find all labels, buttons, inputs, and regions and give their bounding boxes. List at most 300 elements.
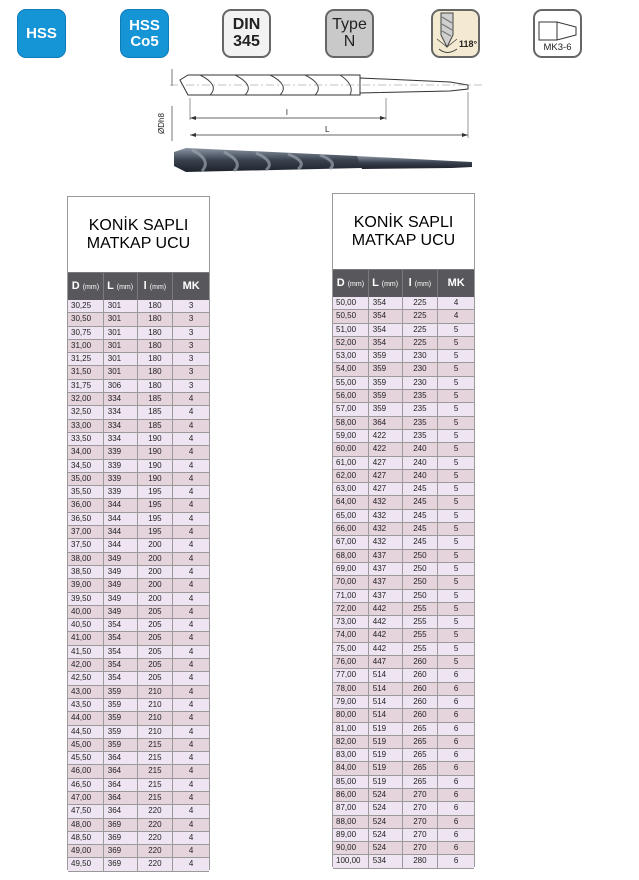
cell-flute-length: 180: [138, 353, 174, 365]
cell-diameter: 83,00: [333, 749, 369, 761]
table-row: [333, 762, 474, 775]
cell-flute-length: 190: [138, 473, 174, 485]
table-body: [68, 300, 209, 872]
cell-mk: 5: [453, 351, 459, 361]
cell-diameter: 34,00: [68, 446, 104, 458]
cell-mk: 5: [453, 470, 459, 480]
cell-diameter: 46,50: [68, 779, 104, 791]
cell-diameter: 82,00: [333, 736, 369, 748]
table-row: [68, 686, 209, 699]
cell-mk: 4: [188, 753, 194, 763]
total-length-label: L: [325, 125, 330, 134]
table-body: [333, 297, 474, 869]
cell-length: 524: [369, 789, 403, 801]
table-row: [333, 603, 474, 616]
cell-length: 359: [104, 712, 138, 724]
table-title-line-2: MATKAP UCU: [351, 231, 456, 249]
cell-diameter: 59,00: [333, 430, 369, 442]
cell-mk: 5: [453, 524, 459, 534]
table-row: [68, 473, 209, 486]
cell-diameter: 42,00: [68, 659, 104, 671]
cell-length: 354: [369, 297, 403, 309]
cell-diameter: 41,50: [68, 646, 104, 658]
cell-flute-length: 230: [403, 363, 439, 375]
cell-mk: 6: [453, 843, 459, 853]
table-row: [68, 858, 209, 871]
cell-flute-length: 270: [403, 789, 439, 801]
cell-diameter: 46,00: [68, 765, 104, 777]
table-row: [333, 377, 474, 390]
col-flute-length: [403, 270, 439, 297]
cell-diameter: 72,00: [333, 603, 369, 615]
cell-diameter: 39,00: [68, 579, 104, 591]
cell-length: 349: [104, 553, 138, 565]
cell-mk: 3: [188, 354, 194, 364]
cell-mk: 5: [453, 484, 459, 494]
cell-diameter: 53,00: [333, 350, 369, 362]
cell-flute-length: 205: [138, 632, 174, 644]
table-row: [333, 776, 474, 789]
cell-diameter: 38,00: [68, 553, 104, 565]
cell-diameter: 68,00: [333, 550, 369, 562]
table-row: [333, 496, 474, 509]
cell-diameter: 47,00: [68, 792, 104, 804]
cell-flute-length: 265: [403, 762, 439, 774]
table-row: [333, 802, 474, 815]
cell-length: 349: [104, 606, 138, 618]
table-row: [333, 443, 474, 456]
cell-diameter: 40,50: [68, 619, 104, 631]
cell-flute-length: 225: [403, 324, 439, 336]
cell-length: 364: [369, 417, 403, 429]
table-row: [333, 669, 474, 682]
size-table-right: [332, 193, 475, 867]
table-row: [333, 749, 474, 762]
col-mk: [438, 270, 474, 297]
cell-mk: 5: [453, 617, 459, 627]
cell-length: 301: [104, 313, 138, 325]
cell-mk: 5: [453, 550, 459, 560]
cell-mk: 6: [453, 750, 459, 760]
cell-diameter: 50,00: [333, 297, 369, 309]
cell-mk: 4: [188, 473, 194, 483]
table-row: [333, 297, 474, 310]
table-row: [333, 643, 474, 656]
table-row: [68, 672, 209, 685]
cell-flute-length: 180: [138, 327, 174, 339]
din-label-1: DIN: [232, 15, 261, 33]
cell-diameter: 43,50: [68, 699, 104, 711]
cell-diameter: 32,00: [68, 393, 104, 405]
table-row: [68, 805, 209, 818]
cell-diameter: 86,00: [333, 789, 369, 801]
table-row: [333, 656, 474, 669]
cell-length: 519: [369, 762, 403, 774]
col-diameter: [68, 273, 104, 300]
col-diameter-label: D: [336, 277, 345, 289]
cell-length: 422: [369, 443, 403, 455]
table-row: [333, 576, 474, 589]
cell-diameter: 81,00: [333, 723, 369, 735]
cell-flute-length: 200: [138, 566, 174, 578]
cell-mk: 4: [188, 660, 194, 670]
cell-mk: 4: [188, 633, 194, 643]
cell-length: 524: [369, 816, 403, 828]
col-length-label: L: [372, 277, 379, 289]
cell-diameter: 56,00: [333, 390, 369, 402]
cell-diameter: 52,00: [333, 337, 369, 349]
col-flute-label: l: [143, 280, 147, 292]
cell-length: 349: [104, 579, 138, 591]
cell-diameter: 31,50: [68, 366, 104, 378]
point-angle-label: 118°: [459, 39, 478, 49]
cell-length: 344: [104, 526, 138, 538]
cell-mk: 3: [188, 327, 194, 337]
size-table-left: [67, 196, 210, 870]
cell-flute-length: 260: [403, 696, 439, 708]
type-label-2: N: [343, 32, 356, 50]
cell-mk: 4: [188, 699, 194, 709]
taper-badge: [533, 9, 582, 58]
cell-mk: 4: [188, 806, 194, 816]
cell-length: 437: [369, 563, 403, 575]
cell-length: 354: [104, 632, 138, 644]
cell-mk: 5: [453, 577, 459, 587]
table-title-line-1: KONİK SAPLI: [88, 216, 189, 234]
cell-diameter: 33,00: [68, 420, 104, 432]
table-row: [68, 499, 209, 512]
table-row: [68, 513, 209, 526]
table-row: [333, 723, 474, 736]
cell-flute-length: 180: [138, 300, 174, 312]
table-row: [333, 855, 474, 868]
col-flute-unit: (mm): [149, 284, 167, 291]
cell-mk: 6: [453, 710, 459, 720]
table-row: [68, 566, 209, 579]
cell-diameter: 100,00: [333, 855, 369, 867]
cell-length: 432: [369, 536, 403, 548]
cell-mk: 4: [188, 620, 194, 630]
cell-length: 514: [369, 709, 403, 721]
table-row: [68, 380, 209, 393]
cell-flute-length: 190: [138, 433, 174, 445]
cell-mk: 6: [453, 763, 459, 773]
table-row: [68, 712, 209, 725]
cell-flute-length: 255: [403, 603, 439, 615]
cell-length: 369: [104, 832, 138, 844]
cell-diameter: 57,00: [333, 403, 369, 415]
cell-flute-length: 210: [138, 699, 174, 711]
cell-diameter: 30,25: [68, 300, 104, 312]
cell-length: 349: [104, 593, 138, 605]
cell-mk: 5: [453, 377, 459, 387]
table-row: [68, 752, 209, 765]
cell-length: 349: [104, 566, 138, 578]
cell-length: 359: [369, 363, 403, 375]
table-row: [333, 696, 474, 709]
cell-diameter: 88,00: [333, 816, 369, 828]
cell-mk: 4: [188, 686, 194, 696]
cell-flute-length: 270: [403, 829, 439, 841]
cell-flute-length: 210: [138, 726, 174, 738]
cell-flute-length: 270: [403, 816, 439, 828]
cell-mk: 4: [188, 566, 194, 576]
cell-length: 442: [369, 603, 403, 615]
cell-flute-length: 255: [403, 643, 439, 655]
table-row: [68, 819, 209, 832]
cell-flute-length: 265: [403, 776, 439, 788]
table-row: [68, 726, 209, 739]
cell-flute-length: 205: [138, 619, 174, 631]
cell-length: 437: [369, 590, 403, 602]
cell-mk: 5: [453, 603, 459, 613]
cell-flute-length: 190: [138, 446, 174, 458]
cell-length: 339: [104, 446, 138, 458]
cell-mk: 4: [188, 593, 194, 603]
cell-flute-length: 245: [403, 496, 439, 508]
cell-length: 359: [104, 726, 138, 738]
cell-flute-length: 240: [403, 457, 439, 469]
cell-flute-length: 250: [403, 563, 439, 575]
cell-flute-length: 185: [138, 406, 174, 418]
table-title-line-2: MATKAP UCU: [86, 234, 191, 252]
cell-flute-length: 180: [138, 313, 174, 325]
table-row: [68, 739, 209, 752]
cell-length: 301: [104, 300, 138, 312]
table-row: [333, 550, 474, 563]
cell-flute-length: 245: [403, 536, 439, 548]
cell-diameter: 90,00: [333, 842, 369, 854]
cell-length: 364: [104, 779, 138, 791]
table-row: [68, 460, 209, 473]
cell-mk: 4: [188, 846, 194, 856]
col-flute-unit: (mm): [414, 281, 432, 288]
table-column-header: [68, 272, 209, 300]
flute-length-label: l: [286, 108, 288, 117]
cell-diameter: 48,50: [68, 832, 104, 844]
cell-diameter: 31,75: [68, 380, 104, 392]
cell-mk: 3: [188, 314, 194, 324]
col-diameter-label: D: [71, 280, 80, 292]
table-row: [68, 619, 209, 632]
table-row: [333, 789, 474, 802]
cell-mk: 4: [188, 420, 194, 430]
cell-mk: 6: [453, 789, 459, 799]
cell-flute-length: 225: [403, 297, 439, 309]
cell-flute-length: 205: [138, 659, 174, 671]
table-row: [333, 616, 474, 629]
cell-diameter: 30,75: [68, 327, 104, 339]
cell-diameter: 61,00: [333, 457, 369, 469]
table-row: [333, 337, 474, 350]
cell-diameter: 35,00: [68, 473, 104, 485]
cell-mk: 6: [453, 856, 459, 866]
cell-diameter: 33,50: [68, 433, 104, 445]
table-row: [333, 629, 474, 642]
cell-diameter: 36,50: [68, 513, 104, 525]
cell-diameter: 31,00: [68, 340, 104, 352]
table-row: [68, 606, 209, 619]
cell-diameter: 49,50: [68, 858, 104, 870]
table-row: [68, 845, 209, 858]
table-row: [333, 816, 474, 829]
cell-mk: 5: [453, 497, 459, 507]
cell-diameter: 43,00: [68, 686, 104, 698]
cell-length: 334: [104, 433, 138, 445]
cell-diameter: 37,00: [68, 526, 104, 538]
table-row: [68, 420, 209, 433]
cell-flute-length: 220: [138, 805, 174, 817]
col-length: [104, 273, 138, 300]
table-row: [68, 353, 209, 366]
drill-drawing: [150, 62, 490, 144]
cell-flute-length: 220: [138, 832, 174, 844]
table-row: [68, 366, 209, 379]
cell-mk: 6: [453, 776, 459, 786]
cell-flute-length: 220: [138, 819, 174, 831]
cell-mk: 4: [188, 513, 194, 523]
cell-length: 339: [104, 460, 138, 472]
table-row: [333, 457, 474, 470]
cell-diameter: 89,00: [333, 829, 369, 841]
cell-length: 437: [369, 576, 403, 588]
cell-length: 301: [104, 327, 138, 339]
cell-length: 354: [104, 672, 138, 684]
cell-diameter: 45,50: [68, 752, 104, 764]
table-row: [68, 579, 209, 592]
cell-mk: 4: [188, 766, 194, 776]
cell-mk: 5: [453, 404, 459, 414]
cell-length: 369: [104, 845, 138, 857]
table-row: [333, 563, 474, 576]
cell-length: 301: [104, 353, 138, 365]
cell-mk: 5: [453, 563, 459, 573]
hss-co5-badge: [120, 9, 169, 58]
col-diameter-unit: (mm): [347, 281, 365, 288]
cell-diameter: 49,00: [68, 845, 104, 857]
cell-flute-length: 195: [138, 486, 174, 498]
cell-mk: 4: [188, 646, 194, 656]
cell-mk: 3: [188, 340, 194, 350]
cell-length: 339: [104, 486, 138, 498]
table-row: [68, 446, 209, 459]
cell-mk: 4: [188, 673, 194, 683]
cell-diameter: 36,00: [68, 499, 104, 511]
cell-flute-length: 270: [403, 842, 439, 854]
cell-flute-length: 245: [403, 510, 439, 522]
cell-flute-length: 200: [138, 553, 174, 565]
cell-mk: 4: [188, 739, 194, 749]
cell-diameter: 47,50: [68, 805, 104, 817]
cell-diameter: 76,00: [333, 656, 369, 668]
cell-mk: 6: [453, 683, 459, 693]
cell-flute-length: 240: [403, 470, 439, 482]
cell-flute-length: 235: [403, 430, 439, 442]
cell-mk: 5: [453, 391, 459, 401]
cell-length: 364: [104, 805, 138, 817]
cell-length: 344: [104, 499, 138, 511]
cell-mk: 5: [453, 457, 459, 467]
cell-flute-length: 200: [138, 593, 174, 605]
cell-length: 359: [369, 350, 403, 362]
table-row: [68, 313, 209, 326]
cell-length: 514: [369, 669, 403, 681]
cell-mk: 4: [188, 792, 194, 802]
type-badge: [325, 9, 374, 58]
cell-length: 359: [369, 390, 403, 402]
col-length-label: L: [107, 280, 114, 292]
col-flute-length: [138, 273, 174, 300]
table-row: [333, 842, 474, 855]
cell-flute-length: 215: [138, 739, 174, 751]
cell-flute-length: 205: [138, 646, 174, 658]
cell-diameter: 32,50: [68, 406, 104, 418]
table-row: [333, 390, 474, 403]
table-row: [68, 526, 209, 539]
cell-flute-length: 190: [138, 460, 174, 472]
cell-diameter: 84,00: [333, 762, 369, 774]
cell-length: 442: [369, 616, 403, 628]
cell-diameter: 62,00: [333, 470, 369, 482]
cell-mk: 5: [453, 630, 459, 640]
cell-flute-length: 245: [403, 483, 439, 495]
col-length-unit: (mm): [381, 281, 399, 288]
cell-mk: 4: [188, 832, 194, 842]
drill-photo: [172, 140, 482, 180]
cell-flute-length: 230: [403, 377, 439, 389]
cell-mk: 4: [188, 819, 194, 829]
col-mk-label: MK: [182, 280, 200, 292]
cell-flute-length: 260: [403, 683, 439, 695]
cell-mk: 3: [188, 380, 194, 390]
cell-flute-length: 215: [138, 765, 174, 777]
taper-label: MK3-6: [543, 42, 572, 54]
cell-flute-length: 220: [138, 845, 174, 857]
table-row: [68, 327, 209, 340]
table-row: [333, 470, 474, 483]
cell-length: 306: [104, 380, 138, 392]
cell-flute-length: 200: [138, 579, 174, 591]
table-row: [68, 659, 209, 672]
cell-length: 432: [369, 496, 403, 508]
cell-diameter: 85,00: [333, 776, 369, 788]
cell-length: 344: [104, 513, 138, 525]
table-row: [333, 417, 474, 430]
cell-length: 519: [369, 723, 403, 735]
cell-diameter: 65,00: [333, 510, 369, 522]
cell-length: 354: [104, 659, 138, 671]
cell-flute-length: 225: [403, 310, 439, 322]
cell-flute-length: 205: [138, 672, 174, 684]
cell-length: 354: [369, 337, 403, 349]
cell-diameter: 78,00: [333, 683, 369, 695]
cell-flute-length: 230: [403, 350, 439, 362]
cell-diameter: 60,00: [333, 443, 369, 455]
cell-flute-length: 240: [403, 443, 439, 455]
cell-length: 301: [104, 366, 138, 378]
cell-length: 359: [369, 377, 403, 389]
cell-length: 442: [369, 629, 403, 641]
cell-flute-length: 210: [138, 712, 174, 724]
cell-length: 519: [369, 736, 403, 748]
cell-mk: 5: [453, 324, 459, 334]
cell-mk: 4: [188, 540, 194, 550]
cell-length: 447: [369, 656, 403, 668]
cell-diameter: 77,00: [333, 669, 369, 681]
cell-mk: 4: [188, 433, 194, 443]
cell-flute-length: 235: [403, 403, 439, 415]
table-row: [68, 340, 209, 353]
